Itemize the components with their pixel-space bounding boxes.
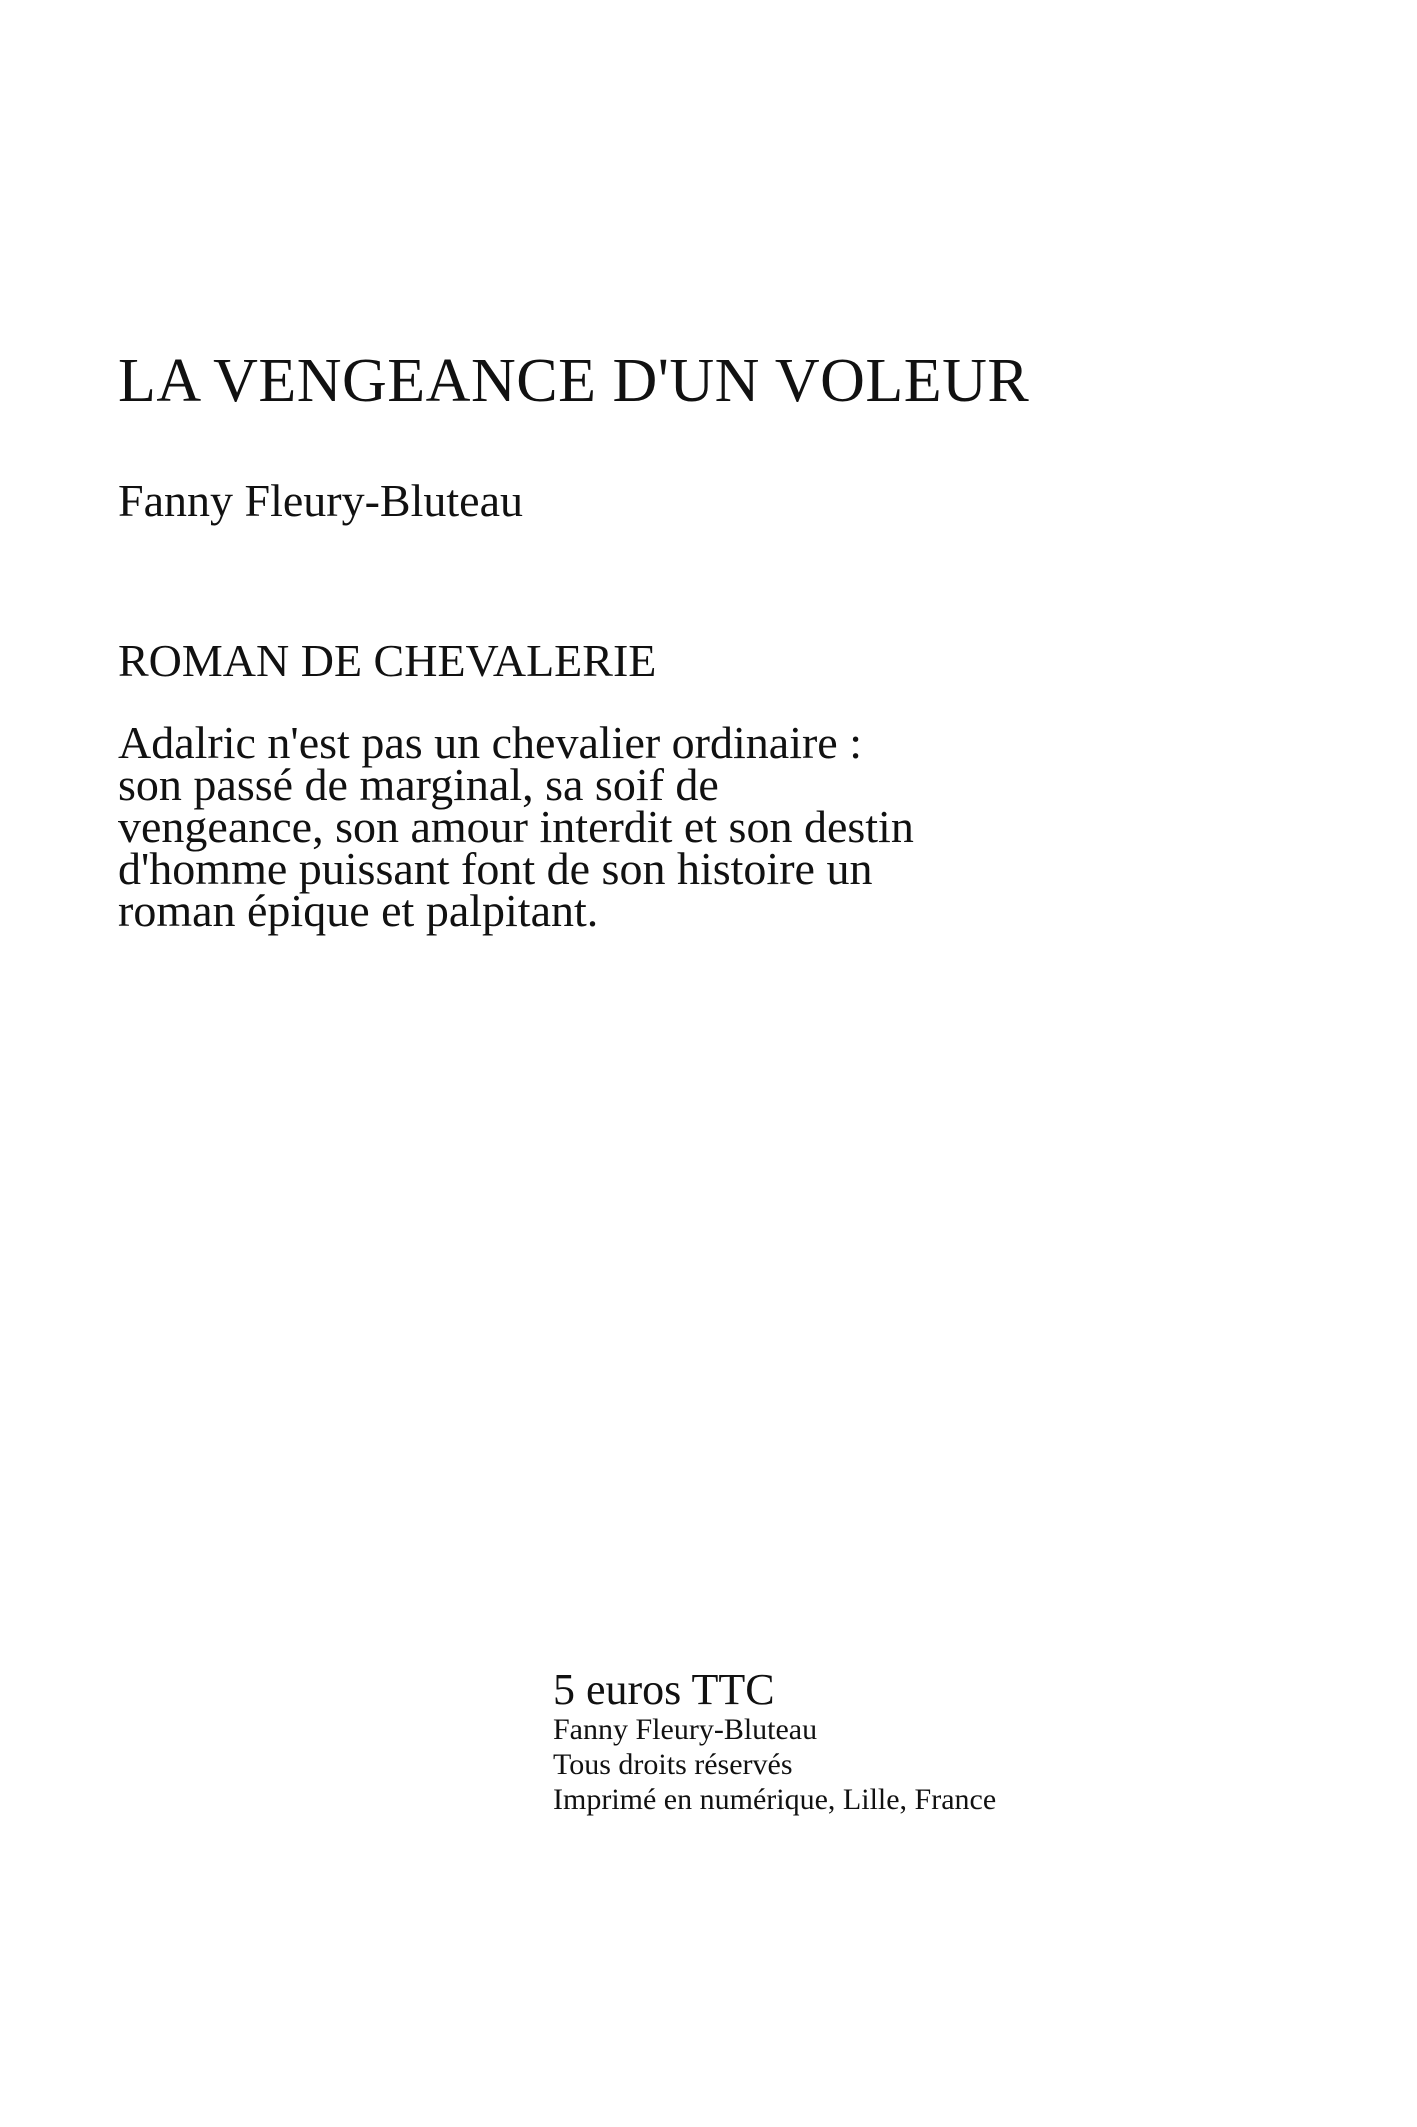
blurb-line: vengeance, son amour interdit et son destin bbox=[118, 801, 914, 852]
rights-notice: Tous droits réservés bbox=[553, 1748, 793, 1781]
genre-label: ROMAN DE CHEVALERIE bbox=[118, 635, 657, 686]
blurb-line: Adalric n'est pas un chevalier ordinaire : bbox=[118, 717, 862, 768]
author-name: Fanny Fleury-Bluteau bbox=[118, 475, 523, 526]
blurb-line: son passé de marginal, sa soif de bbox=[118, 759, 719, 810]
printing-notice: Imprimé en numérique, Lille, France bbox=[553, 1783, 997, 1816]
colophon bbox=[553, 1665, 997, 1817]
price-label: 5 euros TTC bbox=[553, 1665, 775, 1714]
colophon-author: Fanny Fleury-Bluteau bbox=[553, 1713, 818, 1746]
book-title: LA VENGEANCE D'UN VOLEUR bbox=[118, 347, 1030, 415]
blurb-paragraph bbox=[118, 717, 1078, 936]
blurb-line: d'homme puissant font de son histoire un bbox=[118, 843, 873, 894]
blurb-line: roman épique et palpitant. bbox=[118, 885, 599, 936]
